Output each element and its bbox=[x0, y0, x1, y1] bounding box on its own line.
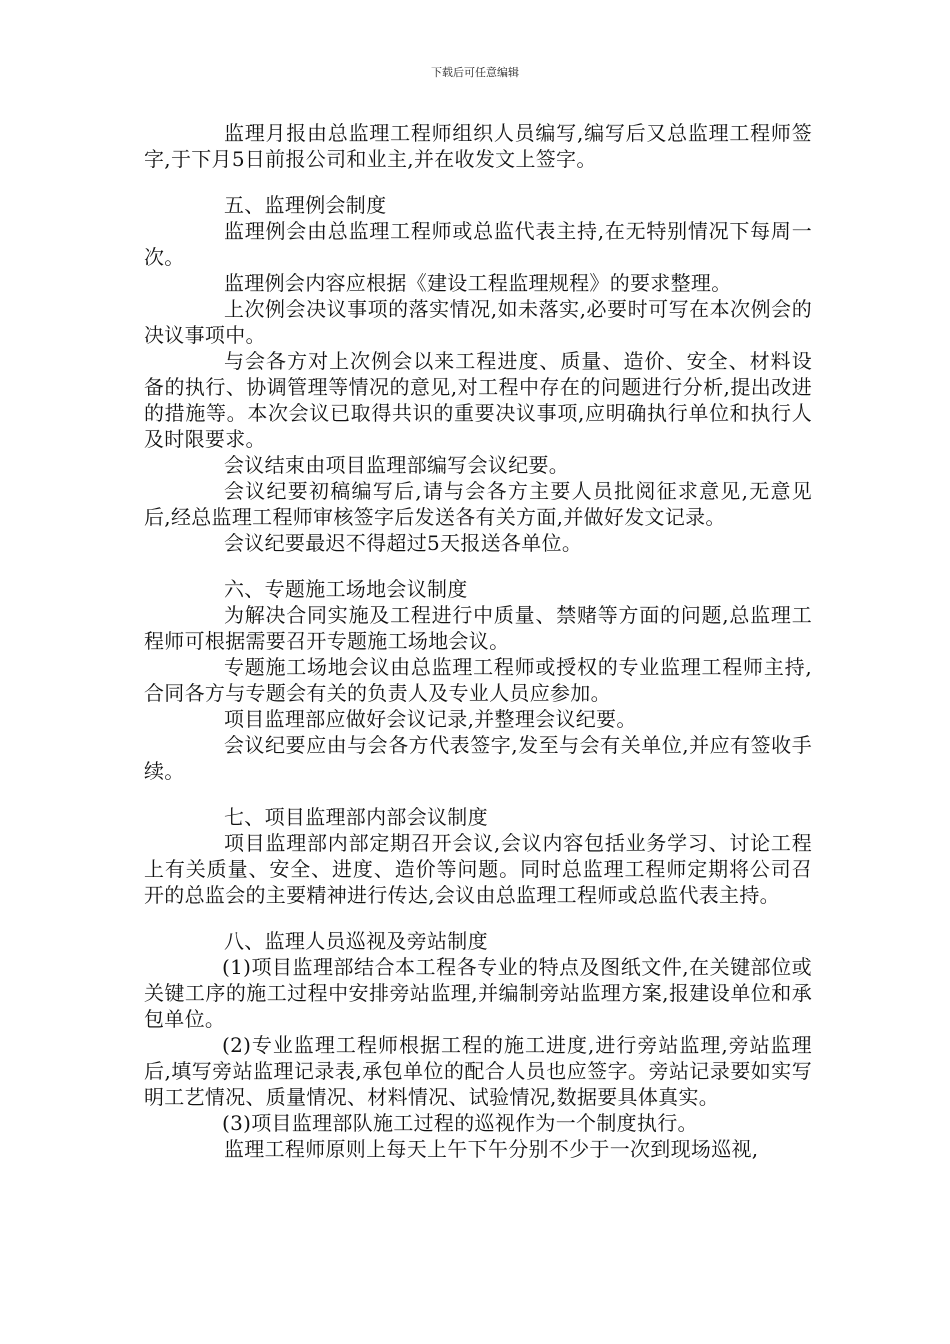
section-heading: 七、项目监理部内部会议制度 bbox=[224, 805, 488, 829]
body-paragraph: 监理工程师原则上每天上午下午分别不少于一次到现场巡视, bbox=[224, 1137, 759, 1161]
body-paragraph: 会议结束由项目监理部编写会议纪要。 bbox=[224, 453, 570, 477]
body-paragraph: 监理例会由总监理工程师或总监代表主持,在无特别情况下每周一次。 bbox=[144, 219, 812, 269]
body-paragraph: 监理月报由总监理工程师组织人员编写,编写后又总监理工程师签字,于下月5日前报公司和业主,并在收发文上签字。 bbox=[144, 121, 812, 171]
body-paragraph: 会议纪要应由与会各方代表签字,发至与会有关单位,并应有签收手续。 bbox=[144, 733, 812, 783]
numbered-paragraph: (1)项目监理部结合本工程各专业的特点及图纸文件,在关键部位或关键工序的施工过程中安排旁站监理,并编制旁站监理方案,报建设单位和承包单位。 bbox=[144, 955, 812, 1031]
section-heading: 五、监理例会制度 bbox=[224, 193, 387, 217]
section-heading: 六、专题施工场地会议制度 bbox=[224, 577, 468, 601]
body-paragraph: 项目监理部应做好会议记录,并整理会议纪要。 bbox=[224, 707, 637, 731]
body-paragraph: 与会各方对上次例会以来工程进度、质量、造价、安全、材料设备的执行、协调管理等情况的意见,对工程中存在的问题进行分析,提出改进的措施等。本次会议已取得共识的重要决议事项,应明确执行单位和执行人及时限要求。 bbox=[144, 349, 812, 451]
body-paragraph: 项目监理部内部定期召开会议,会议内容包括业务学习、讨论工程上有关质量、安全、进度、造价等问题。同时总监理工程师定期将公司召开的总监会的主要精神进行传达,会议由总监理工程师或总监代表主持。 bbox=[144, 831, 812, 907]
document-body bbox=[144, 120, 812, 1162]
body-paragraph: 专题施工场地会议由总监理工程师或授权的专业监理工程师主持,合同各方与专题会有关的负责人及专业人员应参加。 bbox=[144, 655, 812, 705]
body-paragraph: 上次例会决议事项的落实情况,如未落实,必要时可写在本次例会的决议事项中。 bbox=[144, 297, 812, 347]
section-heading: 八、监理人员巡视及旁站制度 bbox=[224, 929, 488, 953]
body-paragraph: 为解决合同实施及工程进行中质量、禁赌等方面的问题,总监理工程师可根据需要召开专题施工场地会议。 bbox=[144, 603, 812, 653]
numbered-paragraph: (3)项目监理部队施工过程的巡视作为一个制度执行。 bbox=[222, 1111, 698, 1135]
page-header: 下载后可任意编辑 bbox=[431, 66, 519, 79]
body-paragraph: 监理例会内容应根据《建设工程监理规程》的要求整理。 bbox=[224, 271, 732, 295]
body-paragraph: 会议纪要最迟不得超过5天报送各单位。 bbox=[224, 531, 583, 555]
numbered-paragraph: (2)专业监理工程师根据工程的施工进度,进行旁站监理,旁站监理后,填写旁站监理记录表,承包单位的配合人员也应签字。旁站记录要如实写明工艺情况、质量情况、材料情况、试验情况,数据要具体真实。 bbox=[144, 1033, 812, 1109]
body-paragraph: 会议纪要初稿编写后,请与会各方主要人员批阅征求意见,无意见后,经总监理工程师审核签字后发送各有关方面,并做好发文记录。 bbox=[144, 479, 812, 529]
